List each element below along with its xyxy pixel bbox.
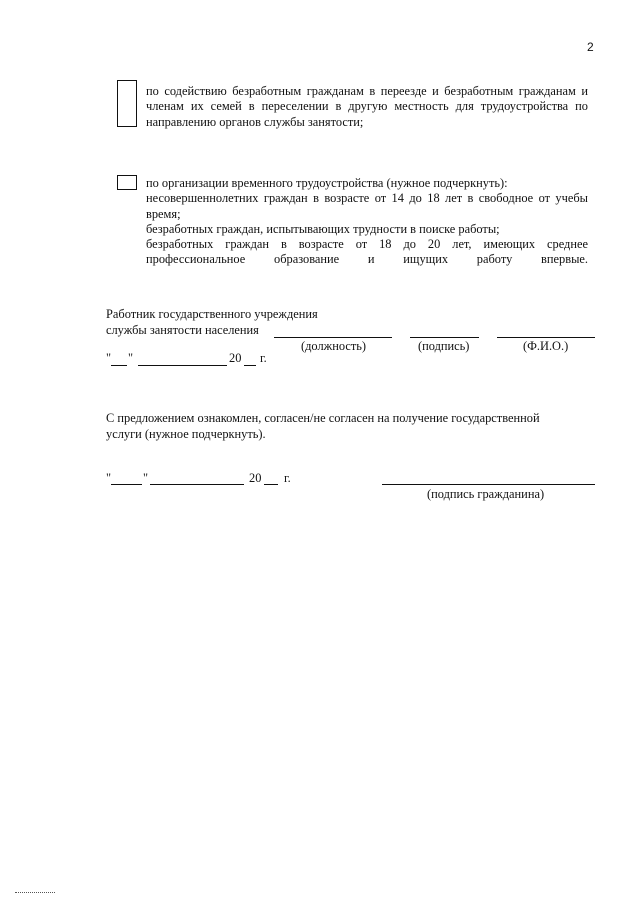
citizen-date-day-field[interactable] bbox=[111, 484, 142, 485]
employee-date-quote-open: " bbox=[106, 351, 112, 365]
citizen-date-month-field[interactable] bbox=[150, 484, 244, 485]
option1-checkbox[interactable] bbox=[117, 80, 137, 127]
position-field[interactable] bbox=[274, 337, 392, 338]
acknowledgement-line2: услуги (нужное подчеркнуть). bbox=[106, 427, 266, 441]
caption-signature: (подпись) bbox=[418, 339, 470, 353]
option2-text bbox=[146, 176, 588, 268]
option2-line: несовершеннолетних граждан в возрасте от 14 до 18 лет в свободное от учебы bbox=[146, 191, 588, 206]
caption-position: (должность) bbox=[301, 339, 367, 353]
employee-date-month-field[interactable] bbox=[138, 365, 227, 366]
option2-line: безработных граждан, испытывающих трудности в поиске работы; bbox=[146, 221, 500, 236]
employee-date-year-field[interactable] bbox=[244, 365, 256, 366]
citizen-signature-field[interactable] bbox=[382, 484, 595, 485]
employee-date-day-field[interactable] bbox=[111, 365, 127, 366]
citizen-date-suffix: г. bbox=[284, 471, 291, 485]
option1-line: направлению органов службы занятости; bbox=[146, 114, 364, 129]
option1-text bbox=[146, 84, 588, 130]
option2-line: профессиональное образование и ищущих работу впервые. bbox=[146, 252, 588, 267]
citizen-date-quote-open: " bbox=[106, 471, 112, 485]
option2-checkbox[interactable] bbox=[117, 175, 137, 190]
citizen-date-year-field[interactable] bbox=[264, 484, 278, 485]
employee-date-year-prefix: 20 bbox=[229, 351, 242, 365]
employee-date-suffix: г. bbox=[260, 351, 267, 365]
employee-date-quote-close: " bbox=[128, 351, 134, 365]
option2-line: по организации временного трудоустройства (нужное подчеркнуть): bbox=[146, 176, 508, 190]
option2-line: безработных граждан в возрасте от 18 до 20 лет, имеющих среднее bbox=[146, 237, 588, 252]
employee-title-line2: службы занятости населения bbox=[106, 323, 259, 337]
page-number: 2 bbox=[587, 40, 594, 54]
citizen-date-year-prefix: 20 bbox=[249, 471, 262, 485]
citizen-signature-caption: (подпись гражданина) bbox=[427, 487, 545, 501]
employee-title-line1: Работник государственного учреждения bbox=[106, 307, 318, 321]
acknowledgement-line1: С предложением ознакомлен, согласен/не согласен на получение государственной bbox=[106, 411, 540, 425]
option1-line: по содействию безработным гражданам в переезде и безработным гражданам и bbox=[146, 84, 588, 98]
caption-name: (Ф.И.О.) bbox=[523, 339, 569, 353]
option1-line: членам их семей в переселении в другую местность для трудоустройства по bbox=[146, 99, 588, 114]
name-field[interactable] bbox=[497, 337, 595, 338]
option2-line: время; bbox=[146, 206, 181, 221]
signature-field[interactable] bbox=[410, 337, 479, 338]
citizen-date-quote-close: " bbox=[143, 471, 149, 485]
scan-mark bbox=[15, 892, 55, 893]
